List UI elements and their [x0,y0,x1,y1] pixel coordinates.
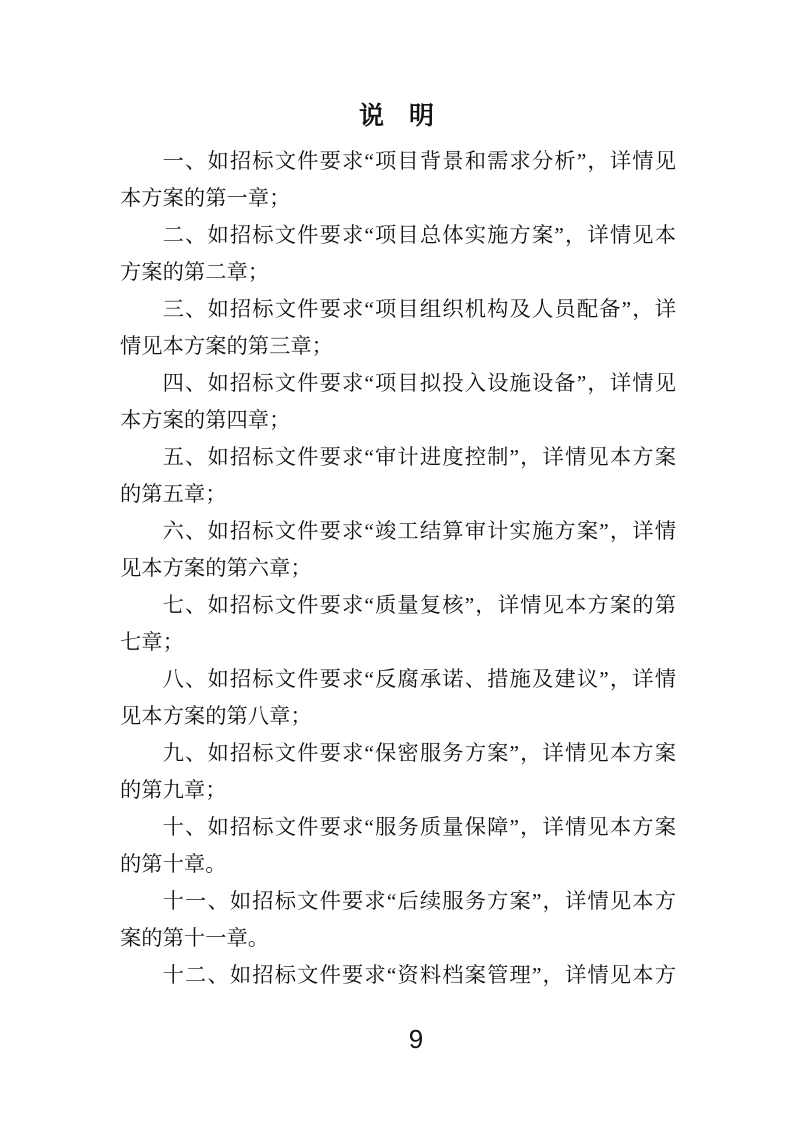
paragraph-line: 四、如招标文件要求“项目拟投入设施设备”，详情见 [162,371,676,395]
paragraph-line: 的第五章； [120,482,227,506]
paragraph-line: 方案的第二章； [120,260,270,284]
paragraph-line: 七章； [120,630,184,654]
paragraph-line: 情见本方案的第三章； [120,334,333,358]
paragraph-line: 十、如招标文件要求“服务质量保障”，详情见本方案 [162,815,676,839]
paragraph [120,439,676,513]
paragraph [120,661,676,735]
paragraph-line: 本方案的第一章； [120,186,291,210]
paragraph-line: 案的第十一章。 [120,926,270,950]
document-title: 说 明 [358,103,434,130]
paragraph-line: 见本方案的第八章； [120,704,312,728]
paragraph [120,587,676,661]
paragraph-line: 二、如招标文件要求“项目总体实施方案”，详情见本 [162,223,676,247]
document-body [120,143,676,994]
paragraph-line: 十一、如招标文件要求“后续服务方案”，详情见本方 [162,889,676,913]
paragraph [120,291,676,365]
page-number: 9 [408,1024,424,1054]
paragraph-line: 九、如招标文件要求“保密服务方案”，详情见本方案 [162,741,676,765]
paragraph-line: 六、如招标文件要求“竣工结算审计实施方案”，详情 [162,519,676,543]
paragraph-line: 三、如招标文件要求“项目组织机构及人员配备”，详 [162,297,676,321]
paragraph [120,143,676,217]
paragraph [120,735,676,809]
paragraph-line: 本方案的第四章； [120,408,291,432]
paragraph [120,217,676,291]
paragraph-line: 十二、如招标文件要求“资料档案管理”，详情见本方 [162,963,676,987]
paragraph [120,957,676,994]
paragraph [120,883,676,957]
paragraph [120,809,676,883]
paragraph-line: 一、如招标文件要求“项目背景和需求分析”，详情见 [162,149,676,173]
paragraph-line: 五、如招标文件要求“审计进度控制”，详情见本方案 [162,445,676,469]
paragraph-line: 见本方案的第六章； [120,556,312,580]
paragraph-line: 七、如招标文件要求“质量复核”，详情见本方案的第 [162,593,676,617]
paragraph-line: 的第十章。 [120,852,227,876]
paragraph-line: 的第九章； [120,778,227,802]
paragraph [120,513,676,587]
paragraph [120,365,676,439]
paragraph-line: 八、如招标文件要求“反腐承诺、措施及建议”，详情 [162,667,676,691]
